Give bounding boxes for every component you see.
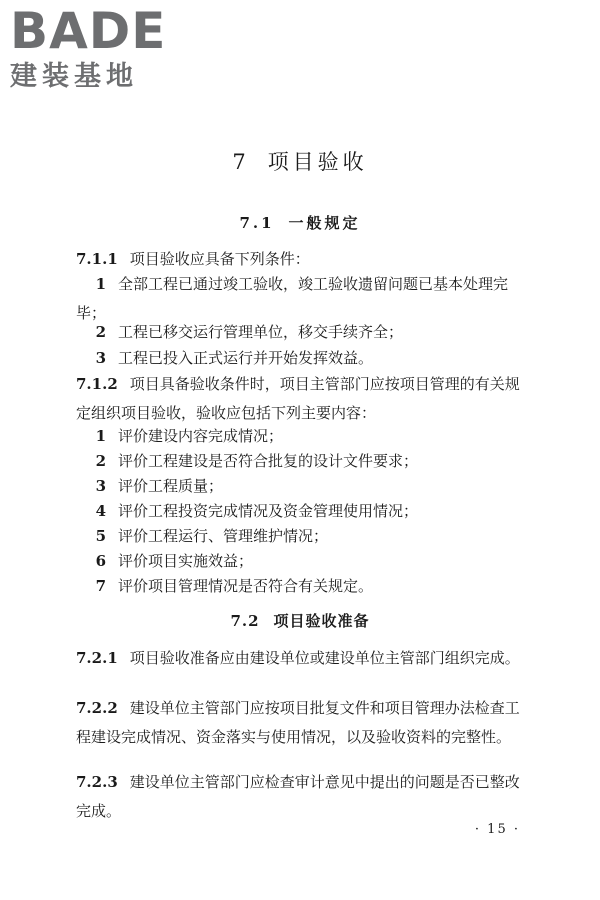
item-text: 评价工程投资完成情况及资金管理使用情况；	[118, 502, 419, 520]
section-title: 一般规定	[288, 214, 361, 232]
item-number: 5	[95, 527, 106, 545]
item-text: 全部工程已通过竣工验收，竣工验收遗留问题已基本处理完毕；	[76, 275, 509, 322]
item-text: 评价项目管理情况是否符合有关规定。	[118, 577, 374, 595]
chapter-title-text: 项目验收	[267, 150, 368, 174]
clause-text: 建设单位主管部门应按项目批复文件和项目管理办法检查工程建设完成情况、资金落实与使用情况，以及验收资料的完整性。	[76, 699, 520, 746]
clause-number: 7.1.2	[76, 375, 118, 393]
clause-7-2-1	[76, 644, 531, 673]
chapter-number: 7	[232, 150, 250, 174]
item-number: 3	[95, 349, 106, 367]
item-text: 评价工程运行、管理维护情况；	[118, 527, 329, 545]
page-number: · 15 ·	[474, 822, 520, 837]
list-item	[76, 572, 531, 601]
item-number: 2	[95, 323, 106, 341]
item-text: 评价建设内容完成情况；	[118, 427, 284, 445]
clause-number: 7.2.2	[76, 699, 118, 717]
clause-text: 建设单位主管部门应检查审计意见中提出的问题是否已整改完成。	[76, 773, 520, 820]
section-title: 项目验收准备	[273, 612, 370, 630]
logo-subtitle: 建装基地	[10, 61, 138, 92]
section-number: 7.2	[230, 612, 260, 630]
list-item	[76, 318, 531, 347]
item-text: 工程已移交运行管理单位，移交手续齐全；	[118, 323, 404, 341]
item-text: 评价工程质量；	[118, 477, 224, 495]
clause-7-2-3	[76, 768, 531, 826]
item-number: 1	[95, 427, 106, 445]
clause-number: 7.2.3	[76, 773, 118, 791]
clause-text: 项目具备验收条件时，项目主管部门应按项目管理的有关规定组织项目验收，验收应包括下列主要内容：	[76, 375, 520, 422]
item-number: 1	[95, 275, 106, 293]
item-number: 4	[95, 502, 106, 520]
bade-logo	[10, 4, 180, 94]
clause-7-2-2	[76, 694, 531, 752]
chapter-title	[0, 146, 600, 176]
item-text: 工程已投入正式运行并开始发挥效益。	[118, 349, 374, 367]
clause-text: 项目验收应具备下列条件：	[129, 250, 310, 268]
section-number: 7.1	[239, 214, 275, 232]
clause-7-1-2	[76, 370, 531, 428]
item-number: 6	[95, 552, 106, 570]
item-number: 7	[95, 577, 106, 595]
item-number: 2	[95, 452, 106, 470]
section-7-2-heading	[0, 610, 600, 631]
clause-text: 项目验收准备应由建设单位或建设单位主管部门组织完成。	[129, 649, 520, 667]
item-number: 3	[95, 477, 106, 495]
item-text: 评价项目实施效益；	[118, 552, 254, 570]
list-item	[76, 344, 531, 373]
clause-number: 7.1.1	[76, 250, 118, 268]
clause-number: 7.2.1	[76, 649, 118, 667]
item-text: 评价工程建设是否符合批复的设计文件要求；	[118, 452, 419, 470]
logo-mark: BADE	[10, 2, 167, 60]
section-7-1-heading	[0, 212, 600, 233]
